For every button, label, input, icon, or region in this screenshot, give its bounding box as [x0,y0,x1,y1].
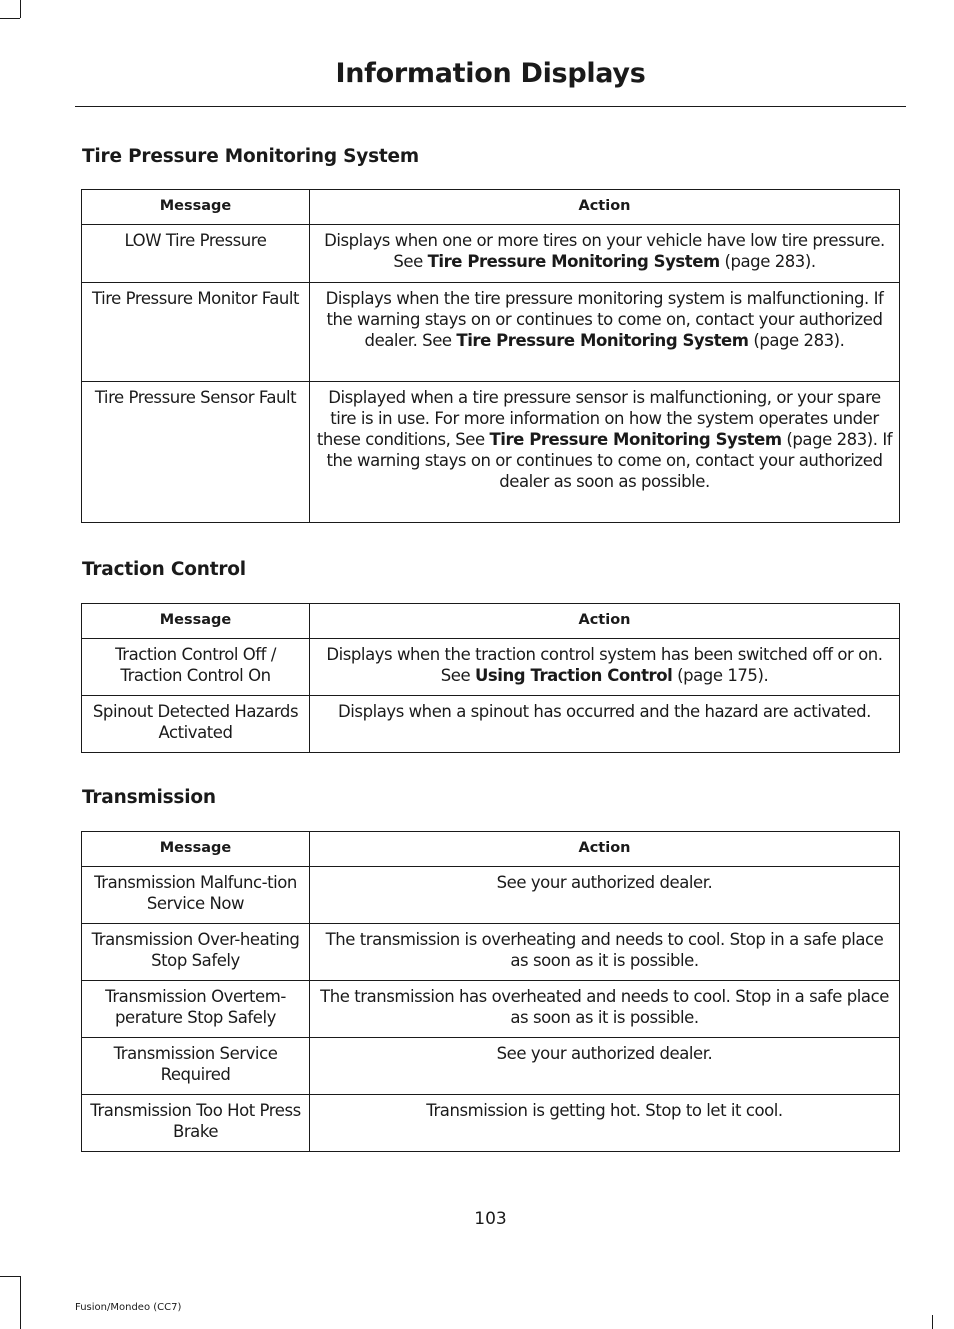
action-cell: Displays when the tire pressure monitoring system is malfunctioning. If the warning stays on or continues to come on, contact your authorized dealer. See Tire Pressure Monitoring System (page 283). [310,283,900,382]
column-header-message: Message [82,832,310,867]
action-cell: Displays when the traction control system has been switched off or on. See Using Traction Control (page 175). [310,639,900,696]
table-row [82,696,900,753]
table-row [82,924,900,981]
message-cell: Transmission Service Required [82,1038,310,1095]
table-row [82,1095,900,1152]
table-header-row [82,604,900,639]
section-heading-tpms: Tire Pressure Monitoring System [82,146,419,167]
table-row [82,283,900,382]
table-row [82,1038,900,1095]
page-title: Information Displays [335,58,646,89]
message-cell: Traction Control Off / Traction Control On [82,639,310,696]
table-row [82,639,900,696]
table-header-row [82,832,900,867]
table-row [82,225,900,283]
action-cell: Transmission is getting hot. Stop to let it cool. [310,1095,900,1152]
action-cell: The transmission is overheating and needs to cool. Stop in a safe place as soon as it is possible. [310,924,900,981]
crop-mark [20,0,21,18]
table-row [82,382,900,523]
page-reference: Using Traction Control [474,666,673,685]
column-header-action: Action [310,190,900,225]
message-cell: Tire Pressure Sensor Fault [82,382,310,523]
column-header-action: Action [310,832,900,867]
table-transmission [81,831,900,1152]
table-row [82,981,900,1038]
message-cell: Tire Pressure Monitor Fault [82,283,310,382]
table-tpms [81,189,900,523]
action-cell: See your authorized dealer. [310,1038,900,1095]
page-number: 103 [474,1209,507,1229]
column-header-action: Action [310,604,900,639]
title-rule [75,106,906,107]
page-reference: Tire Pressure Monitoring System [427,252,720,271]
section-heading-traction: Traction Control [82,559,246,580]
footer-model: Fusion/Mondeo (CC7) [75,1302,182,1313]
action-cell: Displays when a spinout has occurred and the hazard are activated. [310,696,900,753]
table-row [82,867,900,924]
table-header-row [82,190,900,225]
section-heading-transmission: Transmission [82,787,216,808]
column-header-message: Message [82,190,310,225]
action-cell: See your authorized dealer. [310,867,900,924]
crop-mark [932,1315,933,1329]
message-cell: Transmission Over-heating Stop Safely [82,924,310,981]
message-cell: Transmission Malfunc-tion Service Now [82,867,310,924]
action-cell: The transmission has overheated and needs to cool. Stop in a safe place as soon as it is possible. [310,981,900,1038]
table-traction [81,603,900,753]
page-reference: Tire Pressure Monitoring System [456,331,749,350]
crop-mark [0,1276,20,1277]
action-cell: Displays when one or more tires on your vehicle have low tire pressure. See Tire Pressure Monitoring System (page 283). [310,225,900,283]
crop-mark [0,18,20,19]
page-reference: Tire Pressure Monitoring System [489,430,782,449]
message-cell: LOW Tire Pressure [82,225,310,283]
message-cell: Transmission Overtem-perature Stop Safely [82,981,310,1038]
column-header-message: Message [82,604,310,639]
message-cell: Spinout Detected Hazards Activated [82,696,310,753]
action-cell: Displayed when a tire pressure sensor is malfunctioning, or your spare tire is in use. For more information on how the system operates under these conditions, See Tire Pressure Monitoring System (page 283). If the warning stays on or continues to come on, contact your authorized dealer as soon as possible. [310,382,900,523]
message-cell: Transmission Too Hot Press Brake [82,1095,310,1152]
crop-mark [20,1276,21,1329]
